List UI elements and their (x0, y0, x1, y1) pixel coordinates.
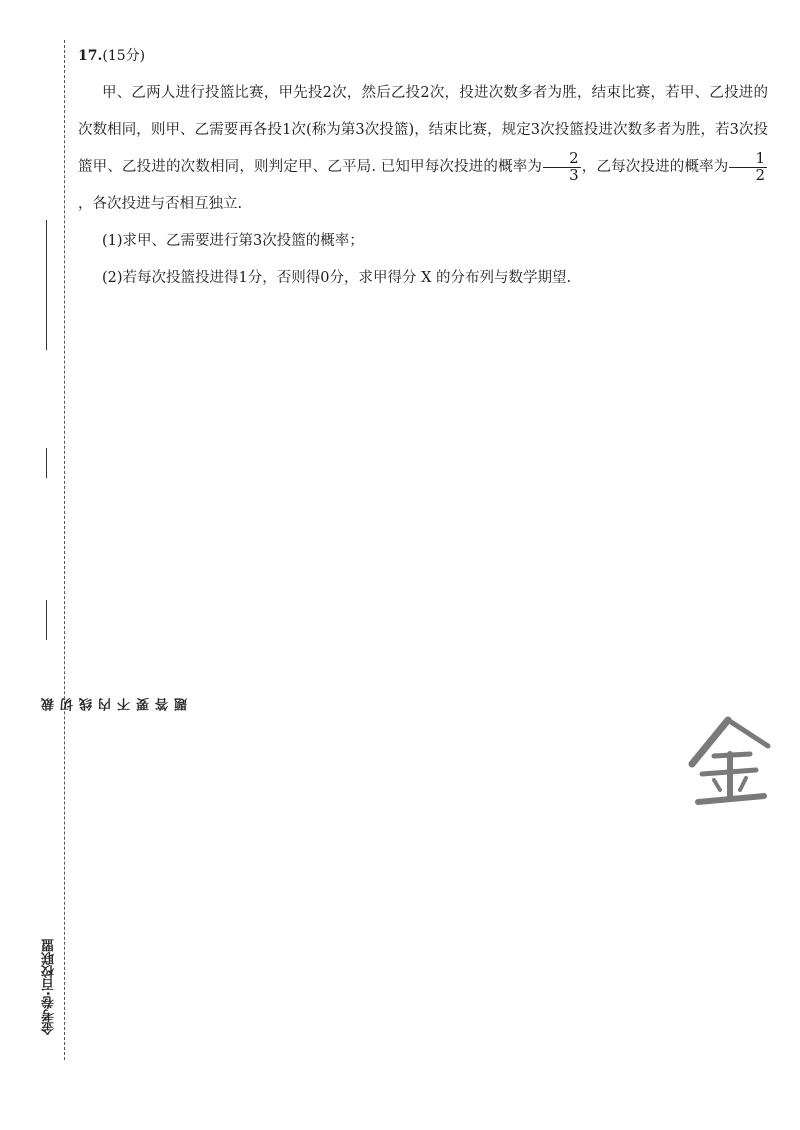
question-17 (78, 38, 768, 297)
brand-stamp-icon (684, 712, 774, 812)
stem-text: 甲、乙两人进行投篮比赛，甲先投2次，然后乙投2次，投进次数多者为胜，结束比赛，若甲、乙投进的次数相同，则甲、乙需要再各投1次(称为第3次投篮)，结束比赛，规定3次投篮投进次数多者为胜，若3次投篮甲、乙投进的次数相同，则判定甲、乙平局. 已知甲每次投进的概率为 (78, 85, 768, 175)
sub-question-2: (2)若每次投篮投进得1分，否则得0分，求甲得分 X 的分布列与数学期望. (102, 270, 572, 286)
fraction-one-half (729, 148, 767, 184)
sub-question-1: (1)求甲、乙需要进行第3次投篮的概率； (102, 233, 364, 249)
question-number: 17. (78, 48, 103, 64)
cut-notice-char: 切 (61, 698, 76, 711)
fraction-denominator: 3 (569, 165, 579, 184)
cut-notice-char: 要 (137, 698, 152, 711)
question-points: (15分) (102, 48, 146, 64)
cut-notice-char: 内 (99, 698, 114, 711)
fraction-denominator: 2 (755, 165, 766, 184)
cut-notice-char: 裁 (42, 698, 57, 711)
question-header (78, 38, 768, 75)
fraction-numerator: 1 (729, 151, 767, 168)
cut-notice-char: 不 (118, 698, 133, 711)
fraction-two-thirds (543, 148, 581, 184)
stem-text: ，各次投进与否相互独立. (78, 196, 243, 212)
cut-notice-char: 答 (156, 698, 171, 711)
cut-notice-char: 题 (175, 698, 190, 711)
stem-text: ，乙每次投进的概率为 (581, 159, 729, 175)
question-stem (78, 75, 768, 223)
brand-label: 金考卷·百校联盟 (42, 939, 57, 1035)
fraction-numerator: 2 (543, 151, 581, 168)
blank-line (46, 220, 47, 350)
cut-notice-char: 线 (80, 698, 95, 711)
cut-notice (40, 372, 192, 730)
